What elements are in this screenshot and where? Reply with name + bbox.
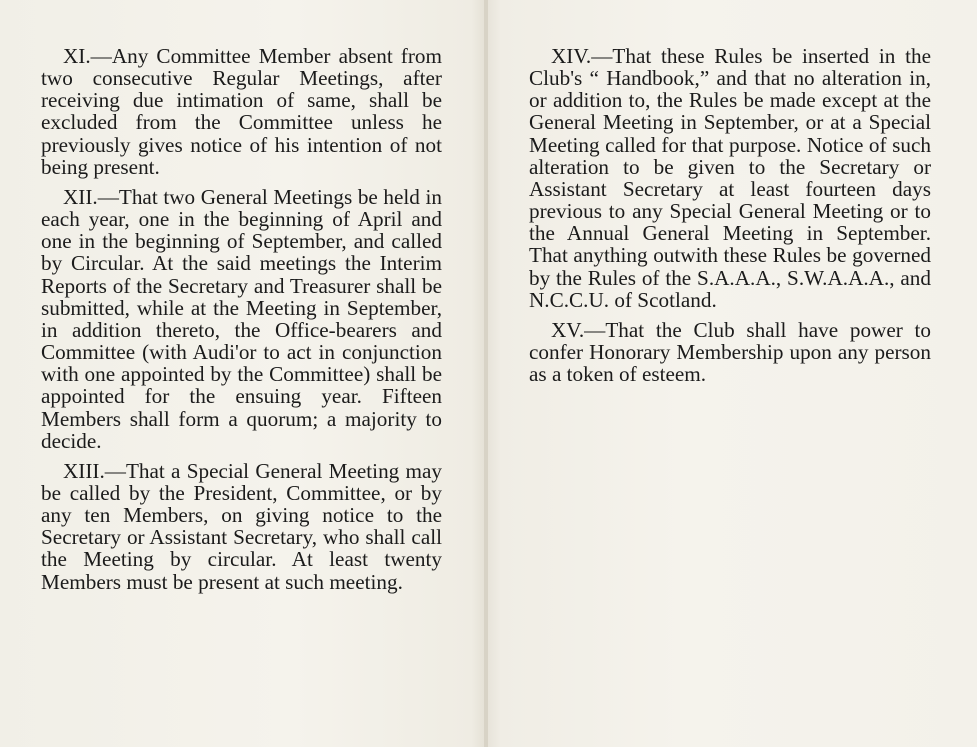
rule-xiv: XIV.—That these Rules be inserted in the Club's “ Handbook,” and that no alteration in, or addition to, the Rules be made except at the General Meeting in September, or at a Special Meeting called for that purpose. Notice of such alteration to be given to the Secretary or Assistant Secretary at least fourteen days previous to any Special General Meeting or to the Annual General Meeting in September. That anything outwith these Rules be governed by the Rules of the S.A.A.A., S.W.A.A.A., and N.C.C.U. of Scotland. [529, 44, 931, 312]
rule-xii: XII.—That two General Meetings be held in each year, one in the beginning of April and one in the beginning of September, and called by Circular. At the said meetings the Interim Reports of the Secretary and Treasurer shall be submitted, while at the Meeting in September, in addition thereto, the Office-bearers and Committee (with Audi'or to act in conjunction with one appointed by the Committee) shall be appointed for the ensuing year. Fifteen Members shall form a quorum; a majority to decide. [41, 184, 442, 453]
page-gutter [484, 0, 488, 747]
right-page-text-column [529, 45, 931, 393]
right-page [486, 0, 977, 747]
rule-xv: XV.—That the Club shall have power to confer Honorary Membership upon any person as a token of esteem. [529, 317, 931, 387]
rule-xiii: XIII.—That a Special General Meeting may be called by the President, Committee, or by any ten Members, on giving notice to the Secretary or Assistant Secretary, who shall call the Meeting by circular. At least twenty Members must be present at such meeting. [41, 458, 442, 594]
left-page [0, 0, 486, 747]
left-page-text-column [41, 45, 442, 601]
rule-xi: XI.—Any Committee Member absent from two consecutive Regular Meetings, after receiving due intimation of same, shall be excluded from the Committee unless he previously gives notice of his intention of not being present. [41, 44, 442, 179]
